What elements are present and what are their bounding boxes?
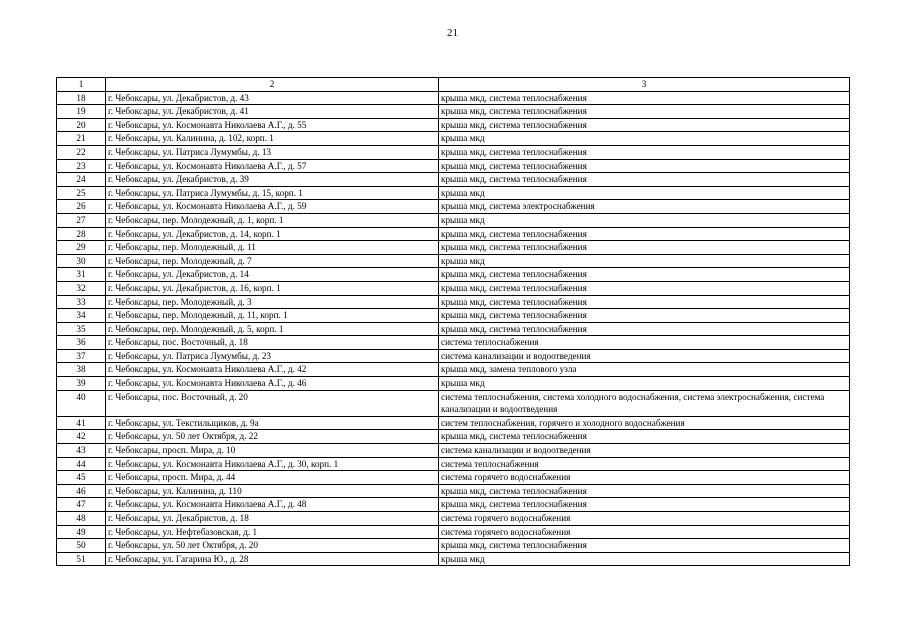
row-number-cell: 30 (57, 254, 106, 268)
address-cell: г. Чебоксары, просп. Мира, д. 10 (106, 444, 439, 458)
table-row (57, 363, 850, 377)
row-number-cell: 27 (57, 213, 106, 227)
address-cell: г. Чебоксары, ул. Декабристов, д. 14, корп. 1 (106, 227, 439, 241)
work-type-cell: крыша мкд, система электроснабжения (439, 200, 850, 214)
address-cell: г. Чебоксары, ул. Гагарина Ю., д. 28 (106, 552, 439, 566)
address-cell: г. Чебоксары, пер. Молодежный, д. 11 (106, 241, 439, 255)
row-number-cell: 26 (57, 200, 106, 214)
row-number-cell: 47 (57, 498, 106, 512)
table-row (57, 444, 850, 458)
table-row (57, 525, 850, 539)
address-cell: г. Чебоксары, ул. Декабристов, д. 41 (106, 105, 439, 119)
row-number-cell: 32 (57, 281, 106, 295)
table-row (57, 390, 850, 416)
address-cell: г. Чебоксары, пер. Молодежный, д. 3 (106, 295, 439, 309)
table-row (57, 241, 850, 255)
row-number-cell: 31 (57, 268, 106, 282)
row-number-cell: 42 (57, 430, 106, 444)
table-row (57, 457, 850, 471)
table-row (57, 349, 850, 363)
table-row (57, 118, 850, 132)
row-number-cell: 37 (57, 349, 106, 363)
row-number-cell: 25 (57, 186, 106, 200)
row-number-cell: 43 (57, 444, 106, 458)
header-col-2: 2 (106, 78, 439, 92)
work-type-cell: крыша мкд, замена теплового узла (439, 363, 850, 377)
row-number-cell: 51 (57, 552, 106, 566)
address-cell: г. Чебоксары, ул. Космонавта Николаева А.Г., д. 55 (106, 118, 439, 132)
work-type-cell: крыша мкд (439, 254, 850, 268)
table-row (57, 227, 850, 241)
table-header-row (57, 78, 850, 92)
address-cell: г. Чебоксары, ул. Космонавта Николаева А.Г., д. 59 (106, 200, 439, 214)
address-cell: г. Чебоксары, ул. Космонавта Николаева А.Г., д. 42 (106, 363, 439, 377)
addresses-table (56, 77, 850, 566)
work-type-cell: система теплоснабжения (439, 336, 850, 350)
work-type-cell: крыша мкд (439, 377, 850, 391)
table-body (57, 78, 850, 566)
address-cell: г. Чебоксары, ул. Калинина, д. 110 (106, 484, 439, 498)
row-number-cell: 44 (57, 457, 106, 471)
row-number-cell: 35 (57, 322, 106, 336)
row-number-cell: 33 (57, 295, 106, 309)
table-row (57, 186, 850, 200)
table-row (57, 213, 850, 227)
row-number-cell: 41 (57, 416, 106, 430)
row-number-cell: 20 (57, 118, 106, 132)
work-type-cell: крыша мкд, система теплоснабжения (439, 173, 850, 187)
row-number-cell: 49 (57, 525, 106, 539)
row-number-cell: 45 (57, 471, 106, 485)
address-cell: г. Чебоксары, ул. Декабристов, д. 43 (106, 91, 439, 105)
table-row (57, 132, 850, 146)
address-cell: г. Чебоксары, пер. Молодежный, д. 11, корп. 1 (106, 309, 439, 323)
row-number-cell: 29 (57, 241, 106, 255)
work-type-cell: крыша мкд, система теплоснабжения (439, 281, 850, 295)
address-cell: г. Чебоксары, ул. Декабристов, д. 14 (106, 268, 439, 282)
table-row (57, 430, 850, 444)
table-row (57, 484, 850, 498)
work-type-cell: крыша мкд, система теплоснабжения (439, 309, 850, 323)
work-type-cell: крыша мкд, система теплоснабжения (439, 322, 850, 336)
address-cell: г. Чебоксары, просп. Мира, д. 44 (106, 471, 439, 485)
address-cell: г. Чебоксары, ул. Космонавта Николаева А.Г., д. 48 (106, 498, 439, 512)
address-cell: г. Чебоксары, ул. Текстильщиков, д. 9а (106, 416, 439, 430)
work-type-cell: крыша мкд (439, 132, 850, 146)
address-cell: г. Чебоксары, пер. Молодежный, д. 5, корп. 1 (106, 322, 439, 336)
work-type-cell: система теплоснабжения, система холодного водоснабжения, система электроснабжения, система канализации и водоотведения (439, 390, 850, 416)
table-row (57, 145, 850, 159)
row-number-cell: 36 (57, 336, 106, 350)
table-row (57, 173, 850, 187)
work-type-cell: крыша мкд (439, 213, 850, 227)
table-row (57, 159, 850, 173)
work-type-cell: крыша мкд, система теплоснабжения (439, 105, 850, 119)
address-cell: г. Чебоксары, пер. Молодежный, д. 1, корп. 1 (106, 213, 439, 227)
work-type-cell: система теплоснабжения (439, 457, 850, 471)
row-number-cell: 23 (57, 159, 106, 173)
work-type-cell: крыша мкд, система теплоснабжения (439, 145, 850, 159)
row-number-cell: 40 (57, 390, 106, 416)
table-row (57, 295, 850, 309)
table-row (57, 498, 850, 512)
work-type-cell: систем теплоснабжения, горячего и холодного водоснабжения (439, 416, 850, 430)
row-number-cell: 34 (57, 309, 106, 323)
table-row (57, 281, 850, 295)
address-cell: г. Чебоксары, пос. Восточный, д. 20 (106, 390, 439, 416)
table-row (57, 200, 850, 214)
row-number-cell: 38 (57, 363, 106, 377)
work-type-cell: крыша мкд, система теплоснабжения (439, 268, 850, 282)
table-row (57, 105, 850, 119)
work-type-cell: крыша мкд, система теплоснабжения (439, 295, 850, 309)
row-number-cell: 48 (57, 512, 106, 526)
row-number-cell: 24 (57, 173, 106, 187)
address-cell: г. Чебоксары, ул. Декабристов, д. 18 (106, 512, 439, 526)
row-number-cell: 50 (57, 539, 106, 553)
table-row (57, 416, 850, 430)
address-cell: г. Чебоксары, ул. 50 лет Октября, д. 20 (106, 539, 439, 553)
work-type-cell: крыша мкд, система теплоснабжения (439, 539, 850, 553)
address-cell: г. Чебоксары, ул. Декабристов, д. 16, корп. 1 (106, 281, 439, 295)
work-type-cell: система горячего водоснабжения (439, 512, 850, 526)
table-row (57, 268, 850, 282)
address-cell: г. Чебоксары, пос. Восточный, д. 18 (106, 336, 439, 350)
work-type-cell: крыша мкд (439, 552, 850, 566)
address-cell: г. Чебоксары, пер. Молодежный, д. 7 (106, 254, 439, 268)
row-number-cell: 46 (57, 484, 106, 498)
table-row (57, 309, 850, 323)
table-row (57, 336, 850, 350)
work-type-cell: крыша мкд, система теплоснабжения (439, 241, 850, 255)
table-row (57, 552, 850, 566)
row-number-cell: 22 (57, 145, 106, 159)
address-cell: г. Чебоксары, ул. Нефтебазовская, д. 1 (106, 525, 439, 539)
address-cell: г. Чебоксары, ул. Патриса Лумумбы, д. 15, корп. 1 (106, 186, 439, 200)
work-type-cell: крыша мкд (439, 186, 850, 200)
table-row (57, 512, 850, 526)
header-col-1: 1 (57, 78, 106, 92)
work-type-cell: система горячего водоснабжения (439, 471, 850, 485)
work-type-cell: система горячего водоснабжения (439, 525, 850, 539)
table-row (57, 322, 850, 336)
address-cell: г. Чебоксары, ул. Декабристов, д. 39 (106, 173, 439, 187)
table-row (57, 91, 850, 105)
address-cell: г. Чебоксары, ул. Патриса Лумумбы, д. 13 (106, 145, 439, 159)
work-type-cell: крыша мкд, система теплоснабжения (439, 484, 850, 498)
work-type-cell: система канализации и водоотведения (439, 349, 850, 363)
table-row (57, 471, 850, 485)
table-row (57, 377, 850, 391)
address-cell: г. Чебоксары, ул. Калинина, д. 102, корп. 1 (106, 132, 439, 146)
row-number-cell: 18 (57, 91, 106, 105)
work-type-cell: система канализации и водоотведения (439, 444, 850, 458)
table-row (57, 254, 850, 268)
address-cell: г. Чебоксары, ул. 50 лет Октября, д. 22 (106, 430, 439, 444)
work-type-cell: крыша мкд, система теплоснабжения (439, 159, 850, 173)
work-type-cell: крыша мкд, система теплоснабжения (439, 430, 850, 444)
row-number-cell: 39 (57, 377, 106, 391)
address-cell: г. Чебоксары, ул. Космонавта Николаева А.Г., д. 30, корп. 1 (106, 457, 439, 471)
address-cell: г. Чебоксары, ул. Космонавта Николаева А.Г., д. 57 (106, 159, 439, 173)
row-number-cell: 19 (57, 105, 106, 119)
row-number-cell: 28 (57, 227, 106, 241)
row-number-cell: 21 (57, 132, 106, 146)
page-number: 21 (447, 27, 458, 39)
address-cell: г. Чебоксары, ул. Космонавта Николаева А.Г., д. 46 (106, 377, 439, 391)
work-type-cell: крыша мкд, система теплоснабжения (439, 227, 850, 241)
header-col-3: 3 (439, 78, 850, 92)
work-type-cell: крыша мкд, система теплоснабжения (439, 498, 850, 512)
address-cell: г. Чебоксары, ул. Патриса Лумумбы, д. 23 (106, 349, 439, 363)
work-type-cell: крыша мкд, система теплоснабжения (439, 91, 850, 105)
work-type-cell: крыша мкд, система теплоснабжения (439, 118, 850, 132)
table-row (57, 539, 850, 553)
